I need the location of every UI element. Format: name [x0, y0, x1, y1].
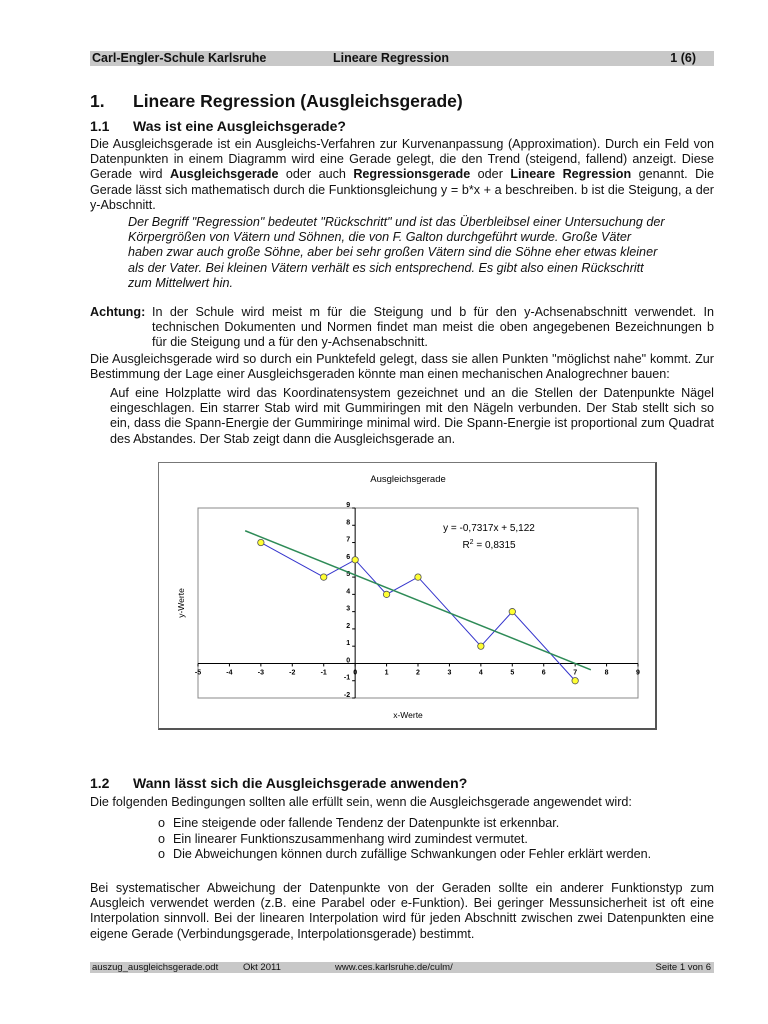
- x-axis-label: x-Werte: [393, 710, 423, 720]
- section-number: 1.1: [90, 118, 110, 134]
- data-point: [572, 678, 578, 684]
- intro-paragraph: [90, 137, 714, 213]
- r-squared: $R^2 = 0,8315$: [462, 539, 516, 551]
- footer-page: Seite 1 von 6: [655, 962, 711, 973]
- y-tick-label: 2: [346, 622, 351, 630]
- x-tick-label: 1: [384, 669, 389, 677]
- text: oder auch: [278, 167, 354, 182]
- x-tick-label: 7: [573, 669, 578, 677]
- bold-term: Ausgleichsgerade: [169, 167, 279, 182]
- section-title: Was ist eine Ausgleichsgerade?: [133, 118, 346, 134]
- list-item-text: Die Abweichungen können durch zufällige Schwankungen oder Fehler erklärt werden.: [173, 847, 652, 861]
- y-tick-label: 4: [346, 588, 351, 596]
- chapter-title: [90, 91, 463, 111]
- bullet-icon: o: [158, 831, 166, 846]
- chapter-title-text: Lineare Regression (Ausgleichsgerade): [133, 91, 463, 111]
- page-header: [90, 51, 714, 66]
- paragraph-analog: Auf eine Holzplatte wird das Koordinatensystem gezeichnet und an die Stellen der Datenpunkte Nägel eingeschlagen. Ein starrer Stab wird mit Gummiringen mit den Nägeln verbunden. Der Stab stellt sich so ein, dass die Spann-Energie der Gummiringe minimal wird. Die Spann-Energie ist proportional zum Quadrat des Abstandes. Der Stab zeigt dann die Ausgleichsgerade an.: [110, 386, 714, 446]
- footer-url: www.ces.karlsruhe.de/culm/: [335, 962, 453, 973]
- x-tick-label: 6: [541, 669, 546, 677]
- y-tick-label: 5: [346, 571, 351, 579]
- note-text: In der Schule wird meist m für die Steigung und b für den y-Achsenabschnitt verwendet. In technischen Dokumenten und Normen findet man meist die oben angegebenen Bezeichnungen b für die Steigung und a für den y-Achsenabschnitt.: [152, 305, 714, 350]
- bold-term: Lineare Regression: [510, 167, 632, 182]
- list-item: [158, 847, 651, 863]
- y-tick-label: 7: [346, 536, 351, 544]
- bold-term: Regressionsgerade: [353, 167, 471, 182]
- header-topic: Lineare Regression: [333, 51, 450, 65]
- y-tick-label: 1: [346, 640, 351, 648]
- x-tick-label: -5: [194, 669, 202, 677]
- paragraph-fit: Die Ausgleichsgerade wird so durch ein Punktefeld gelegt, dass sie allen Punkten "möglichst nahe" kommt. Zur Bestimmung der Lage einer Ausgleichsgeraden könnte man einen mechanischen Analogrechner bauen:: [90, 352, 714, 382]
- y-tick-label: 9: [346, 502, 351, 509]
- list-item: [158, 832, 651, 848]
- x-tick-label: 3: [447, 669, 452, 677]
- footer-file: auszug_ausgleichsgerade.odt: [92, 962, 219, 973]
- data-point: [478, 643, 484, 649]
- text: oder: [470, 167, 511, 182]
- conditions-list: [158, 816, 651, 863]
- paragraph-interpolation: Bei systematischer Abweichung der Datenpunkte von der Geraden sollte ein anderer Funktionstyp zum Ausgleich verwendet werden (z.B. eine Parabel oder e-Funktion). Bei geringer Messunsicherheit ist oft eine Interpolation sinnvoll. Bei der linearen Interpolation wird für jeden Abschnitt zwischen zwei Datenpunkten eine eigene Gerade (Verbindungsgerade, Interpolationsgerade) bestimmt.: [90, 881, 714, 941]
- chart-title: Ausgleichsgerade: [370, 474, 446, 485]
- note: [90, 305, 714, 351]
- x-tick-label: -3: [257, 669, 264, 677]
- x-tick-label: 5: [510, 669, 515, 677]
- y-tick-label: 3: [346, 605, 351, 613]
- x-tick-label: -1: [320, 669, 327, 677]
- data-point: [352, 557, 358, 563]
- list-item: [158, 816, 651, 832]
- conditions-intro: Die folgenden Bedingungen sollten alle erfüllt sein, wenn die Ausgleichsgerade angewendet wird:: [90, 795, 632, 809]
- page-footer: [90, 962, 714, 973]
- data-point: [321, 574, 327, 580]
- regression-chart: [158, 462, 657, 730]
- text: genannt. Die Gerade lässt sich mathematisch durch die Funktionsgleichung y = b*x + a beschreiben. b ist die Steigung, a der y-Abschnitt.: [90, 167, 714, 212]
- footer-date: Okt 2011: [243, 962, 281, 973]
- x-tick-label: 2: [416, 669, 420, 677]
- header-page: 1 (6): [670, 51, 696, 65]
- text: Die Ausgleichsgerade ist ein Ausgleichs-Verfahren zur Kurvenanpassung (Approximation). Durch ein Feld von Datenpunkten in einem Diagramm wird eine Gerade gelegt, die den Trend (steigend, fallend) anzeigt. Diese Gerade wird: [90, 137, 714, 182]
- data-point: [415, 574, 421, 580]
- bullet-icon: o: [158, 816, 166, 830]
- y-tick-label: 6: [346, 553, 351, 561]
- section-heading-1-2: [90, 775, 467, 792]
- chart-svg: [159, 463, 656, 729]
- y-tick-label: 0: [346, 657, 351, 665]
- data-point: [509, 608, 515, 614]
- header-school: Carl-Engler-Schule Karlsruhe: [92, 51, 267, 65]
- x-tick-label: 4: [478, 669, 483, 677]
- x-tick-label: 9: [636, 669, 640, 677]
- section-heading-1-1: [90, 118, 346, 135]
- x-tick-label: 0: [353, 669, 358, 677]
- trendline-equation: y = -0,7317x + 5,122: [443, 523, 535, 534]
- x-tick-label: 8: [604, 669, 609, 677]
- note-label: Achtung:: [90, 305, 146, 319]
- data-point: [258, 539, 264, 545]
- list-item-text: Ein linearer Funktionszusammenhang wird zumindest vermutet.: [173, 831, 528, 846]
- section-title: Wann lässt sich die Ausgleichsgerade anwenden?: [133, 775, 468, 791]
- y-tick-label: 8: [346, 519, 351, 527]
- data-point: [383, 591, 389, 597]
- list-item-text: Eine steigende oder fallende Tendenz der Datenpunkte ist erkennbar.: [173, 816, 560, 830]
- bullet-icon: o: [158, 847, 166, 861]
- galton-quote: Der Begriff "Regression" bedeutet "Rückschritt" und ist das Überbleibsel einer Untersuchung der Körpergrößen von Vätern und Söhnen, die von F. Galton durchgeführt wurde. Große Väter haben zwar auch große Söhne, aber bei sehr großen Vätern sind die Söhne eher etwas kleiner als der Vater. Bei kleinen Vätern verhält es sich entsprechend. Es gibt also einen Rückschritt zum Mittelwert hin.: [128, 215, 665, 290]
- y-tick-label: -2: [343, 692, 351, 699]
- chapter-number: 1.: [90, 91, 105, 111]
- x-tick-label: -4: [226, 669, 233, 677]
- y-axis-label: y-Werte: [176, 588, 186, 618]
- section-number: 1.2: [90, 775, 110, 791]
- x-tick-label: -2: [289, 669, 296, 677]
- y-tick-label: -1: [343, 674, 351, 682]
